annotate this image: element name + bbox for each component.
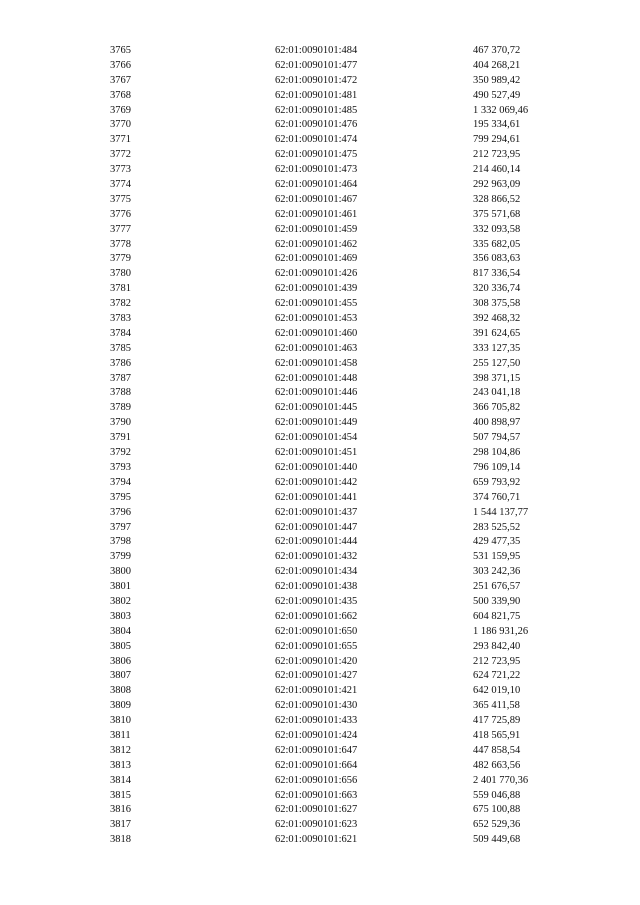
cadastral-number: 62:01:0090101:445 [275,402,358,414]
cadastral-number: 62:01:0090101:424 [275,729,358,741]
row-number: 3766 [110,59,131,71]
cadastral-number: 62:01:0090101:474 [275,134,358,146]
cadastral-value: 303 242,36 [473,566,521,578]
row-number: 3810 [110,715,131,727]
row-number: 3796 [110,506,131,518]
cadastral-value: 320 336,74 [473,283,521,295]
table-row [0,610,640,625]
row-number: 3812 [110,744,131,756]
table-row [0,803,640,818]
table-row [0,595,640,610]
table-row [0,506,640,521]
cadastral-value: 500 339,90 [473,595,521,607]
cadastral-number: 62:01:0090101:477 [275,59,358,71]
table-row [0,789,640,804]
cadastral-number: 62:01:0090101:464 [275,179,358,191]
row-number: 3774 [110,179,131,191]
table-row [0,714,640,729]
cadastral-value: 1 186 931,26 [473,625,529,637]
cadastral-number: 62:01:0090101:455 [275,298,358,310]
row-number: 3795 [110,491,131,503]
cadastral-value: 365 411,58 [473,700,520,712]
table-row [0,104,640,119]
row-number: 3769 [110,104,131,116]
table-row [0,282,640,297]
table-row [0,74,640,89]
row-number: 3817 [110,819,131,831]
cadastral-value: 243 041,18 [473,387,521,399]
cadastral-number: 62:01:0090101:472 [275,74,358,86]
table-row [0,223,640,238]
table-row [0,372,640,387]
row-number: 3777 [110,223,131,235]
table-row [0,44,640,59]
cadastral-value: 391 624,65 [473,327,521,339]
cadastral-value: 356 083,63 [473,253,521,265]
row-number: 3767 [110,74,131,86]
table-row [0,401,640,416]
table-row [0,312,640,327]
table-row [0,327,640,342]
cadastral-number: 62:01:0090101:461 [275,208,358,220]
cadastral-number: 62:01:0090101:439 [275,283,358,295]
table-row [0,386,640,401]
cadastral-value: 308 375,58 [473,298,521,310]
table-row [0,238,640,253]
cadastral-number: 62:01:0090101:426 [275,268,358,280]
row-number: 3813 [110,759,131,771]
row-number: 3805 [110,640,131,652]
cadastral-value: 531 159,95 [473,551,521,563]
row-number: 3784 [110,327,131,339]
row-number: 3780 [110,268,131,280]
cadastral-value: 366 705,82 [473,402,521,414]
cadastral-number: 62:01:0090101:444 [275,536,358,548]
row-number: 3793 [110,461,131,473]
cadastral-number: 62:01:0090101:623 [275,819,358,831]
row-number: 3804 [110,625,131,637]
cadastral-number: 62:01:0090101:647 [275,744,358,756]
table-row [0,178,640,193]
cadastral-number: 62:01:0090101:627 [275,804,358,816]
table-row [0,133,640,148]
table-row [0,208,640,223]
cadastral-number: 62:01:0090101:448 [275,372,358,384]
cadastral-value-table [0,44,640,848]
row-number: 3779 [110,253,131,265]
cadastral-number: 62:01:0090101:447 [275,521,358,533]
row-number: 3773 [110,164,131,176]
cadastral-value: 1 332 069,46 [473,104,529,116]
cadastral-number: 62:01:0090101:449 [275,417,358,429]
row-number: 3802 [110,595,131,607]
table-row [0,550,640,565]
cadastral-number: 62:01:0090101:442 [275,476,358,488]
cadastral-value: 375 571,68 [473,208,521,220]
cadastral-value: 675 100,88 [473,804,521,816]
table-row [0,416,640,431]
cadastral-number: 62:01:0090101:481 [275,89,358,101]
cadastral-number: 62:01:0090101:655 [275,640,358,652]
cadastral-value: 418 565,91 [473,729,521,741]
cadastral-number: 62:01:0090101:485 [275,104,358,116]
cadastral-value: 293 842,40 [473,640,521,652]
row-number: 3771 [110,134,131,146]
cadastral-value: 212 723,95 [473,655,521,667]
table-row [0,446,640,461]
row-number: 3781 [110,283,131,295]
table-row [0,565,640,580]
cadastral-number: 62:01:0090101:484 [275,45,358,56]
cadastral-number: 62:01:0090101:473 [275,164,358,176]
cadastral-number: 62:01:0090101:432 [275,551,358,563]
cadastral-number: 62:01:0090101:451 [275,447,358,459]
row-number: 3785 [110,342,131,354]
table-row [0,818,640,833]
row-number: 3811 [110,729,131,741]
cadastral-value: 447 858,54 [473,744,521,756]
table-row [0,431,640,446]
cadastral-number: 62:01:0090101:421 [275,685,358,697]
cadastral-number: 62:01:0090101:476 [275,119,358,131]
cadastral-value: 799 294,61 [473,134,521,146]
cadastral-value: 429 477,35 [473,536,521,548]
table-row [0,476,640,491]
row-number: 3791 [110,432,131,444]
table-row [0,625,640,640]
cadastral-value: 195 334,61 [473,119,521,131]
row-number: 3807 [110,670,131,682]
cadastral-number: 62:01:0090101:662 [275,610,358,622]
table-row [0,163,640,178]
cadastral-number: 62:01:0090101:430 [275,700,358,712]
cadastral-value: 335 682,05 [473,238,521,250]
cadastral-value: 298 104,86 [473,447,521,459]
row-number: 3800 [110,566,131,578]
table-row [0,535,640,550]
row-number: 3809 [110,700,131,712]
table-row [0,669,640,684]
row-number: 3797 [110,521,131,533]
cadastral-value: 255 127,50 [473,357,521,369]
cadastral-number: 62:01:0090101:441 [275,491,358,503]
row-number: 3792 [110,447,131,459]
row-number: 3787 [110,372,131,384]
cadastral-value: 559 046,88 [473,789,521,801]
cadastral-value: 482 663,56 [473,759,521,771]
table-row [0,193,640,208]
row-number: 3799 [110,551,131,563]
table-row [0,297,640,312]
cadastral-value: 417 725,89 [473,715,521,727]
table-row [0,491,640,506]
cadastral-value: 212 723,95 [473,149,521,161]
cadastral-value: 604 821,75 [473,610,521,622]
cadastral-number: 62:01:0090101:453 [275,313,358,325]
table-row [0,684,640,699]
table-row [0,640,640,655]
table-row [0,699,640,714]
row-number: 3775 [110,193,131,205]
table-row [0,729,640,744]
table-row [0,655,640,670]
cadastral-number: 62:01:0090101:434 [275,566,358,578]
cadastral-value: 652 529,36 [473,819,521,831]
table-row [0,357,640,372]
cadastral-number: 62:01:0090101:462 [275,238,358,250]
cadastral-value: 817 336,54 [473,268,521,280]
table-row [0,759,640,774]
cadastral-value: 350 989,42 [473,74,521,86]
cadastral-number: 62:01:0090101:469 [275,253,358,265]
cadastral-number: 62:01:0090101:460 [275,327,358,339]
cadastral-number: 62:01:0090101:446 [275,387,358,399]
cadastral-number: 62:01:0090101:437 [275,506,358,518]
row-number: 3803 [110,610,131,622]
table-row [0,252,640,267]
row-number: 3794 [110,476,131,488]
cadastral-number: 62:01:0090101:664 [275,759,358,771]
row-number: 3772 [110,149,131,161]
cadastral-number: 62:01:0090101:650 [275,625,358,637]
cadastral-number: 62:01:0090101:440 [275,461,358,473]
table-row [0,774,640,789]
table-row [0,833,640,848]
row-number: 3814 [110,774,131,786]
cadastral-value: 659 793,92 [473,476,521,488]
row-number: 3816 [110,804,131,816]
table-row [0,521,640,536]
table-row [0,118,640,133]
cadastral-value: 490 527,49 [473,89,521,101]
cadastral-value: 642 019,10 [473,685,521,697]
cadastral-value: 624 721,22 [473,670,521,682]
row-number: 3790 [110,417,131,429]
cadastral-number: 62:01:0090101:435 [275,595,358,607]
table-row [0,342,640,357]
row-number: 3776 [110,208,131,220]
cadastral-value: 507 794,57 [473,432,521,444]
cadastral-number: 62:01:0090101:458 [275,357,358,369]
row-number: 3768 [110,89,131,101]
cadastral-number: 62:01:0090101:475 [275,149,358,161]
table-row [0,59,640,74]
row-number: 3798 [110,536,131,548]
cadastral-value: 398 371,15 [473,372,521,384]
cadastral-number: 62:01:0090101:656 [275,774,358,786]
cadastral-value: 214 460,14 [473,164,521,176]
row-number: 3786 [110,357,131,369]
row-number: 3788 [110,387,131,399]
cadastral-value: 1 544 137,77 [473,506,529,518]
row-number: 3765 [110,45,131,56]
cadastral-number: 62:01:0090101:459 [275,223,358,235]
cadastral-number: 62:01:0090101:427 [275,670,358,682]
cadastral-value: 509 449,68 [473,834,521,846]
cadastral-value: 2 401 770,36 [473,774,529,786]
cadastral-value: 404 268,21 [473,59,521,71]
row-number: 3806 [110,655,131,667]
cadastral-value: 467 370,72 [473,45,521,56]
cadastral-number: 62:01:0090101:420 [275,655,358,667]
row-number: 3783 [110,313,131,325]
cadastral-value: 292 963,09 [473,179,521,191]
cadastral-number: 62:01:0090101:438 [275,581,358,593]
cadastral-value: 283 525,52 [473,521,521,533]
row-number: 3778 [110,238,131,250]
cadastral-value: 332 093,58 [473,223,521,235]
cadastral-number: 62:01:0090101:433 [275,715,358,727]
row-number: 3789 [110,402,131,414]
cadastral-value: 392 468,32 [473,313,521,325]
row-number: 3815 [110,789,131,801]
row-number: 3782 [110,298,131,310]
table-row [0,267,640,282]
cadastral-number: 62:01:0090101:467 [275,193,358,205]
table-row [0,89,640,104]
cadastral-value: 796 109,14 [473,461,521,473]
cadastral-value: 251 676,57 [473,581,521,593]
cadastral-number: 62:01:0090101:454 [275,432,358,444]
table-row [0,148,640,163]
cadastral-number: 62:01:0090101:663 [275,789,358,801]
row-number: 3801 [110,581,131,593]
cadastral-number: 62:01:0090101:621 [275,834,358,846]
cadastral-value: 400 898,97 [473,417,521,429]
table-row [0,461,640,476]
cadastral-value: 328 866,52 [473,193,521,205]
row-number: 3770 [110,119,131,131]
cadastral-value: 374 760,71 [473,491,521,503]
cadastral-value: 333 127,35 [473,342,521,354]
cadastral-number: 62:01:0090101:463 [275,342,358,354]
table-row [0,580,640,595]
row-number: 3818 [110,834,131,846]
row-number: 3808 [110,685,131,697]
table-row [0,744,640,759]
